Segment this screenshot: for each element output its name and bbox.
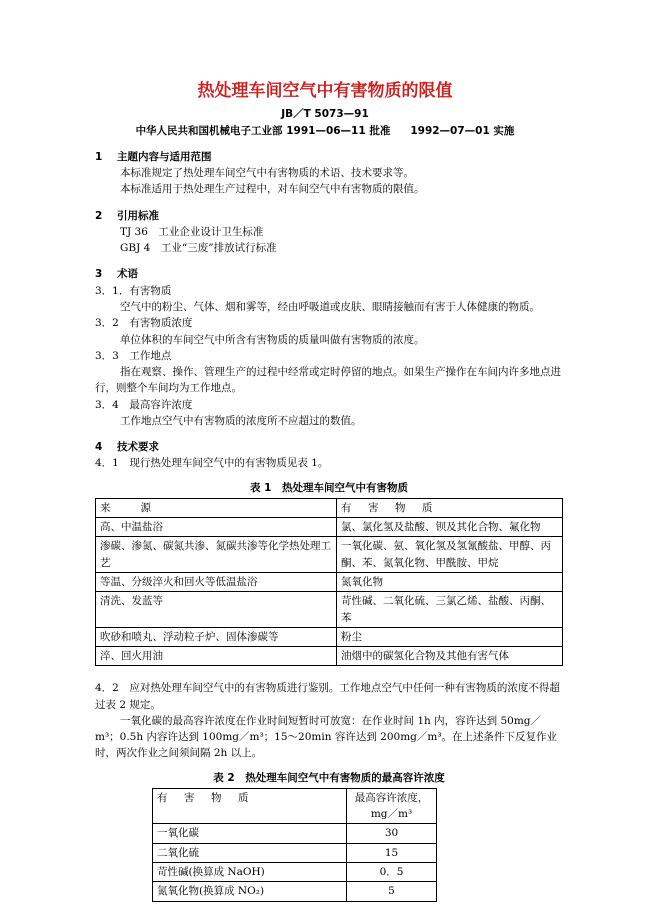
section-heading: 1 主题内容与适用范围 [95,150,212,163]
term-body: 指在观察、操作、管理生产的过程中经常或定时停留的地点。如果生产操作在车间内许多地点进行，则整个车间均为工作地点。 [95,366,561,395]
paragraph: 本标准规定了热处理车间空气中有害物质的术语、技术要求等。 [120,167,414,180]
column-header: 有 害 物 质 [153,788,347,824]
table-row: 二氧化硫 15 [153,843,437,862]
table-row: 一氧化碳 30 [153,824,437,843]
term-heading: 3．3 工作地点 [95,349,172,362]
term-body: 单位体积的车间空气中所含有害物质的质量叫做有害物质的浓度。 [120,333,425,346]
term-body: 工作地点空气中有害物质的浓度所不应超过的数值。 [120,414,362,427]
column-header: 最高容许浓度，mg／m³ [347,788,437,824]
table-2-caption: 表 2 热处理车间空气中有害物质的最高容许浓度 [213,771,445,784]
term-heading: 3．1．有害物质 [95,284,172,297]
table-header-row [153,788,437,824]
document-title: 热处理车间空气中有害物质的限值 [197,81,453,101]
clause-4-1: 4．1 现行热处理车间空气中的有害物质见表 1。 [95,457,329,470]
clause-4-2: 4．2 应对热处理车间空气中的有害物质进行鉴别。工作地点空气中任何一种有害物质的浓度不得超过表 2 规定。 [95,682,560,711]
table-row: 渗碳、渗氮、碳氮共渗、氮碳共渗等化学热处理工艺 一氧化碳、氨、氧化氢及氢氰酸盐、甲醇、丙酮、苯、氮氧化物、甲酰胺、甲烷 [96,537,563,573]
section-heading: 3 术语 [95,268,138,281]
column-header: 有 害 物 质 [337,498,563,517]
implementation-date: 1992—07—01 实施 [410,124,515,137]
column-header: 来 源 [96,498,337,517]
table-row: 吹砂和喷丸、浮动粒子炉、固体渗碳等 粉尘 [96,627,563,646]
table-row: 苛性碱(换算成 NaOH) 0．5 [153,862,437,881]
term-body: 空气中的粉尘、气体、烟和雾等，经由呼吸道或皮肤、眼睛接触而有害于人体健康的物质。 [120,301,540,313]
section-1 [95,149,563,198]
table-row: 清洗、发蓝等 苛性碱、二氧化硫、三氯乙烯、盐酸、丙酮、苯 [96,592,563,628]
table-1 [95,498,563,666]
reference-item: TJ 36 工业企业设计卫生标准 [120,225,264,238]
reference-item: GBJ 4 工业“三废”排放试行标准 [120,242,277,255]
table-row: 高、中温盐浴 氯、氯化氢及盐酸、钡及其化合物、氟化物 [96,518,563,537]
table-1-caption: 表 1 热处理车间空气中有害物质 [250,481,408,494]
paragraph: 一氧化碳的最高容许浓度在作业时间短暂时可放宽：在作业时间 1h 内，容许达到 50mg／m³；0.5h 内容许达到 100mg／m³；15～20min 容许达到 200mg／m³。在上述条件下反复作业时，两次作业之间须间隔 2h 以上。 [95,714,558,760]
paragraph: 本标准适用于热处理生产过程中，对车间空气中有害物质的限值。 [120,183,425,196]
table-row: 氮氧化物(换算成 NO₂) 5 [153,882,437,901]
term-heading: 3．4 最高容许浓度 [95,398,193,411]
section-4 [95,439,563,901]
section-heading: 4 技术要求 [95,441,159,454]
section-2 [95,208,563,257]
table-row: 淬、回火用油 油烟中的碳氢化合物及其他有害气体 [96,647,563,666]
standard-number: JB／T 5073—91 [281,108,369,121]
table-header-row [96,498,563,517]
term-heading: 3．2 有害物质浓度 [95,317,193,330]
issuer-line [0,123,650,139]
approval-text: 中华人民共和国机械电子工业部 1991—06—11 批准 [135,124,391,137]
table-row: 等温、分级淬火和回火等低温盐浴 氮氧化物 [96,572,563,591]
section-3 [95,266,563,429]
section-heading: 2 引用标准 [95,209,159,222]
table-2 [152,788,437,902]
